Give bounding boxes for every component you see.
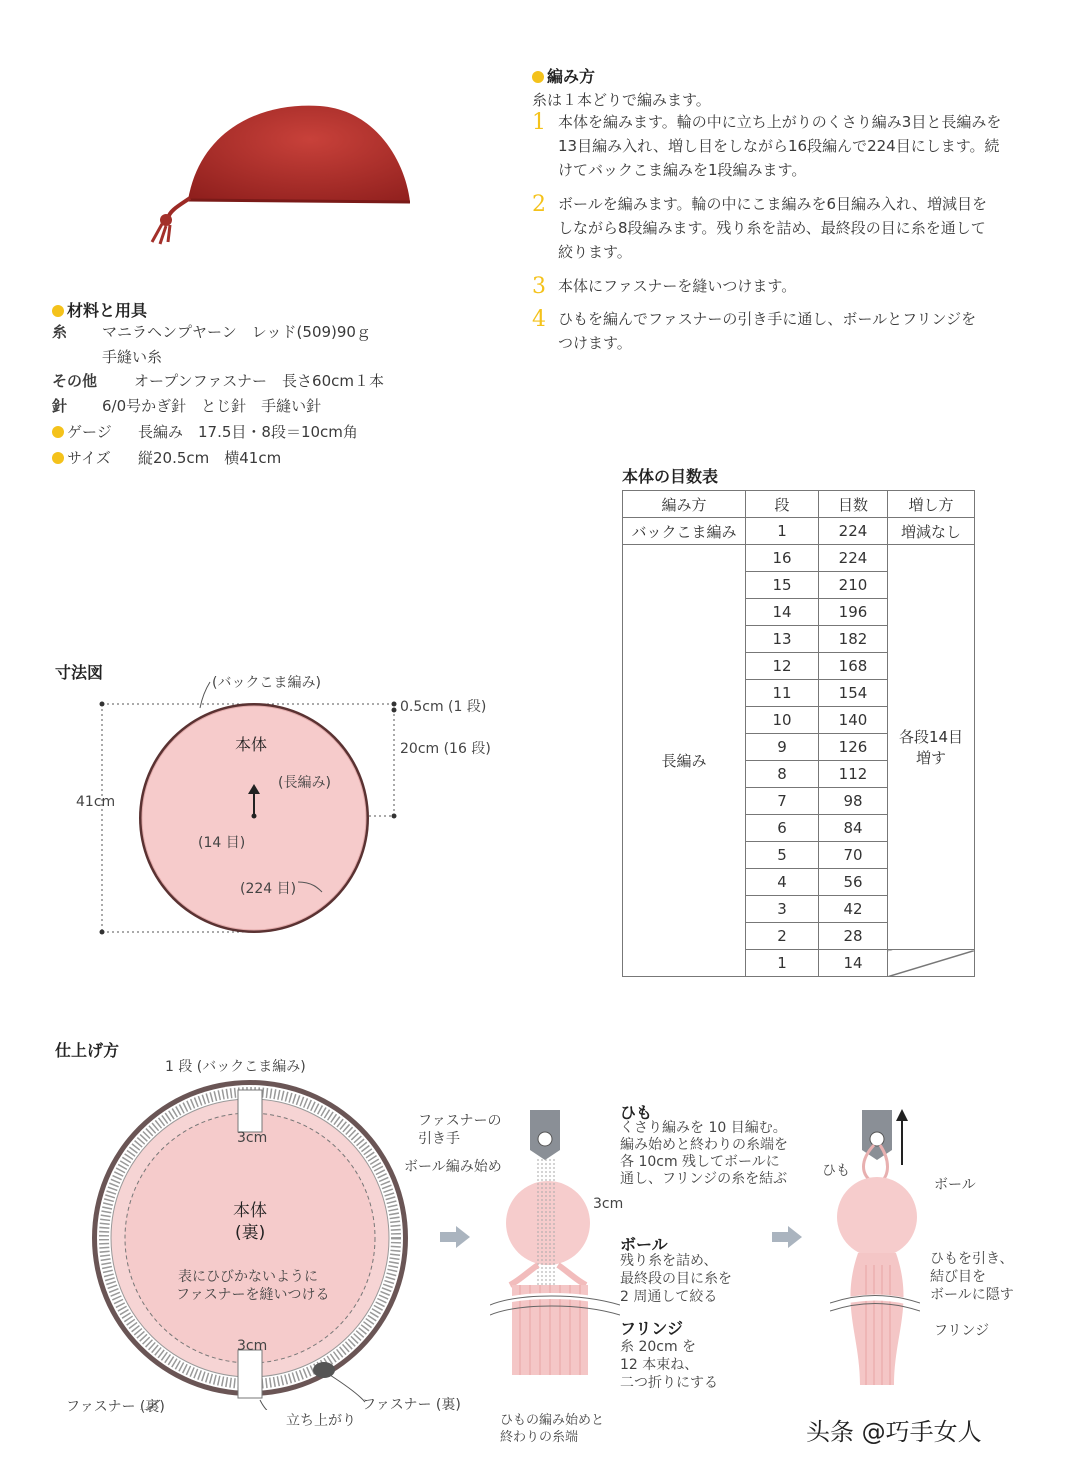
fin-row1-label: 1 段 (バックこま編み) [165, 1059, 306, 1075]
dim-41-label: 41cm [76, 794, 116, 810]
table-cell-row: 12 [746, 653, 819, 680]
table-cell-diagonal [888, 950, 975, 977]
table-cell-row: 2 [746, 923, 819, 950]
dim-dc-label: (長編み) [278, 775, 331, 791]
table-cell-row: 14 [746, 599, 819, 626]
table-cell-row: 9 [746, 734, 819, 761]
materials-other: その他 オープンファスナー 長さ60cm１本 [52, 372, 384, 390]
materials-needle: 針 6/0号かぎ針 とじ針 手縫い針 [52, 397, 322, 415]
table-cell-row: 3 [746, 896, 819, 923]
table-cell-count: 210 [819, 572, 888, 599]
fin-ball-title: ボール [620, 1235, 668, 1254]
bullet-dot-icon [532, 71, 544, 83]
fin-start-label: 立ち上がり [286, 1413, 356, 1429]
table-cell-row: 15 [746, 572, 819, 599]
purse-illustration [140, 90, 430, 250]
table-cell-row: 5 [746, 842, 819, 869]
table-cell-count: 28 [819, 923, 888, 950]
step-1: 1 本体を編みます。輪の中に立ち上がりのくさり編み3目と長編みを 13目編み入れ、増し目をしながら16段編んで224目にします。続 けてバックこま編みを1段編みます。 [532, 110, 1042, 182]
fin-pull-2: 引き手 [418, 1131, 460, 1147]
table-cell-count: 140 [819, 707, 888, 734]
fin-fringe-text: 糸 20cm を 12 本束ね、 二つ折りにする [620, 1339, 718, 1391]
table-cell-row: 7 [746, 788, 819, 815]
table-row [623, 545, 975, 572]
table-cell-count: 224 [819, 545, 888, 572]
fin-hide-text: ひもを引き、 結び目を ボールに隠す [930, 1251, 1014, 1303]
ball-finished-diagram [830, 1105, 920, 1395]
stitch-table [622, 490, 975, 977]
stitch-table-title: 本体の目数表 [622, 467, 719, 486]
bullet-dot-icon [52, 452, 64, 464]
fin-pull-1: ファスナーの [418, 1113, 502, 1129]
bullet-dot-icon [52, 305, 64, 317]
fin-himo-title: ひも [620, 1103, 653, 1122]
table-cell-row: 4 [746, 869, 819, 896]
fin-body-back-label: (裏) [235, 1223, 266, 1243]
table-row: バックこま編み 1 224 増減なし [623, 518, 975, 545]
bullet-dot-icon [52, 426, 64, 438]
table-cell-count: 56 [819, 869, 888, 896]
dim-14-label: (14 目) [198, 835, 246, 851]
step-2: 2 ボールを編みます。輪の中にこま編みを6目編み入れ、増減目を しながら8段編みます。残り糸を詰め、最終段の目に糸を通して 絞ります。 [532, 192, 1042, 264]
fin-himo-ends: ひもの編み始めと 終わりの糸端 [500, 1413, 605, 1445]
table-cell-row: 6 [746, 815, 819, 842]
arrow-right-icon [770, 1226, 804, 1248]
table-cell-row: 10 [746, 707, 819, 734]
watermark: 头条 @巧手女人 [806, 1418, 982, 1446]
table-cell-row: 13 [746, 626, 819, 653]
table-cell-row: 8 [746, 761, 819, 788]
fin-fringe-small: フリンジ [934, 1323, 990, 1339]
knitting-intro: 糸は１本どりで編みます。 [532, 91, 711, 109]
table-cell-method: 長編み [623, 545, 746, 977]
fin-zipper-left: ファスナー (裏) [66, 1399, 165, 1415]
table-cell-count: 168 [819, 653, 888, 680]
dim-224-label: (224 目) [240, 881, 297, 897]
fin-ball-start: ボール編み始め [404, 1159, 502, 1175]
dim-body-label: 本体 [235, 735, 268, 754]
step-4: 4 ひもを編んでファスナーの引き手に通し、ボールとフリンジを つけます。 [532, 307, 1042, 355]
step-2-text: ボールを編みます。輪の中にこま編みを6目編み入れ、増減目を しながら8段編みます。残り糸を詰め、最終段の目に糸を通して 絞ります。 [558, 195, 987, 261]
dim-20-label: 20cm (16 段) [400, 741, 491, 757]
materials-gauge: ゲージ 長編み 17.5目・8段＝10cm角 [52, 420, 358, 444]
table-cell-count: 42 [819, 896, 888, 923]
arrow-right-icon [438, 1226, 472, 1248]
dim-05-label: 0.5cm (1 段) [400, 699, 487, 715]
dim-back-sc-label: (バックこま編み) [212, 675, 321, 691]
table-cell-count: 182 [819, 626, 888, 653]
table-cell-row: 11 [746, 680, 819, 707]
materials-size: サイズ 縦20.5cm 横41cm [52, 446, 281, 470]
fin-3cm-bottom: 3cm [237, 1338, 268, 1354]
table-cell-count: 154 [819, 680, 888, 707]
materials-heading: 材料と用具 [52, 298, 147, 321]
step-4-text: ひもを編んでファスナーの引き手に通し、ボールとフリンジを つけます。 [558, 310, 977, 352]
table-cell-increase: 各段14目 増す [888, 545, 975, 950]
table-cell-row: 1 [746, 950, 819, 977]
table-cell-count: 98 [819, 788, 888, 815]
fin-ball-text: 残り糸を詰め、 最終段の目に糸を 2 周通して絞る [620, 1253, 732, 1305]
materials-yarn-2: 手縫い糸 [102, 348, 163, 366]
table-cell-count: 112 [819, 761, 888, 788]
ball-assembly-diagram [490, 1105, 620, 1425]
table-cell-count: 126 [819, 734, 888, 761]
fin-note-1: 表にひびかないように [178, 1269, 318, 1285]
step-1-text: 本体を編みます。輪の中に立ち上がりのくさり編み3目と長編みを 13目編み入れ、増し目をしながら16段編んで224目にします。続 けてバックこま編みを1段編みます。 [558, 113, 1002, 179]
dimension-heading: 寸法図 [55, 663, 104, 682]
step-3: 3 本体にファスナーを縫いつけます。 [532, 274, 1042, 298]
fin-zipper-right: ファスナー (裏) [362, 1397, 461, 1413]
fin-himo-small: ひも [822, 1163, 850, 1179]
table-cell-count: 14 [819, 950, 888, 977]
table-header-row: 編み方 段 目数 増し方 [623, 491, 975, 518]
fin-ball-small: ボール [934, 1177, 976, 1193]
step-3-text: 本体にファスナーを縫いつけます。 [558, 277, 797, 295]
fin-himo-text: くさり編みを 10 目編む。 編み始めと終わりの糸端を 各 10cm 残してボールに 通し、フリンジの糸を結ぶ [620, 1120, 788, 1187]
table-cell-count: 70 [819, 842, 888, 869]
table-cell-count: 84 [819, 815, 888, 842]
knitting-heading: 編み方 [532, 64, 595, 87]
finishing-heading: 仕上げ方 [55, 1041, 120, 1060]
table-cell-row: 16 [746, 545, 819, 572]
fin-3cm-ball: 3cm [593, 1196, 624, 1212]
fin-body-label: 本体 [233, 1201, 267, 1221]
fin-fringe-title: フリンジ [620, 1319, 683, 1338]
materials-yarn: 糸 マニラヘンプヤーン レッド(509)90ｇ [52, 323, 371, 341]
table-cell-count: 196 [819, 599, 888, 626]
fin-3cm-top: 3cm [237, 1130, 268, 1146]
fin-note-2: ファスナーを縫いつける [176, 1287, 330, 1303]
